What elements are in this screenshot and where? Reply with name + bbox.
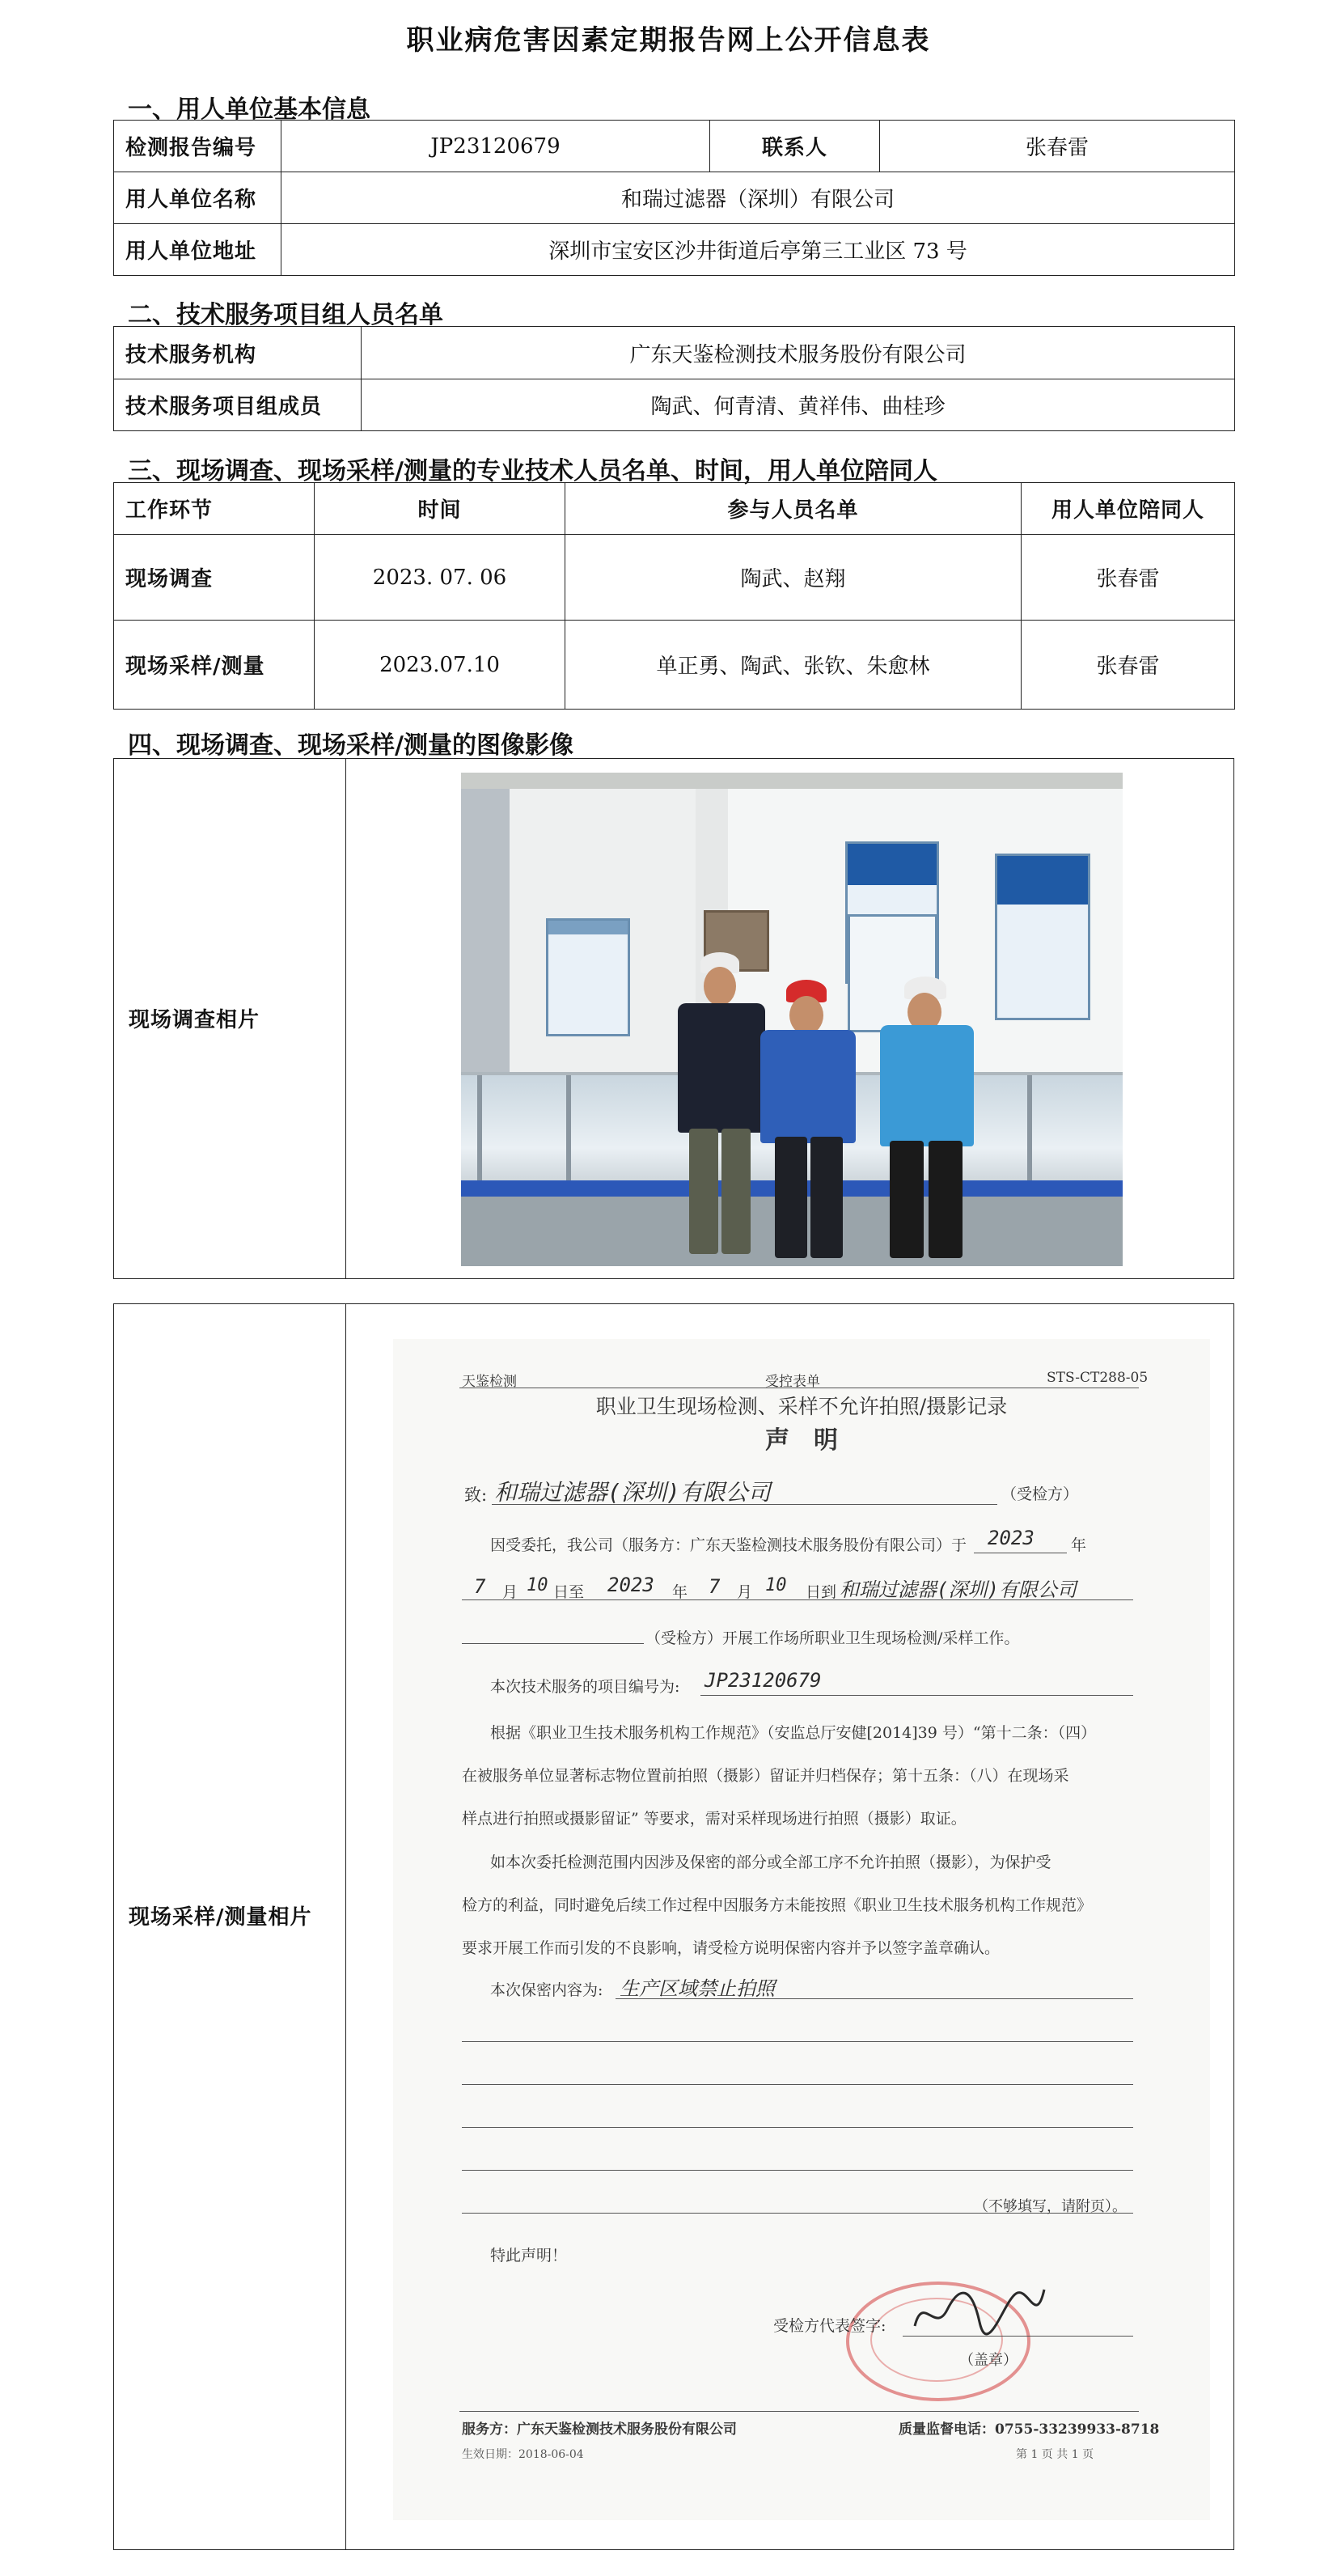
col-header-stage: 工作环节 [114, 483, 315, 535]
doc-to-handwriting: 和瑞过滤器(深圳)有限公司 [494, 1479, 771, 1506]
doc-fill-line [700, 1695, 1133, 1696]
doc-p1-year: 2023 [988, 1527, 1034, 1549]
section4-heading: 四、现场调查、现场采样/测量的图像影像 [128, 731, 573, 760]
person-leg [810, 1137, 843, 1258]
doc-sign-label: 受检方代表签字: [773, 2317, 886, 2335]
row-people: 陶武、赵翔 [565, 535, 1022, 621]
survey-table [113, 482, 1235, 710]
doc-p3-l3: 样点进行拍照或摄影留证” 等要求，需对采样现场进行拍照（摄影）取证。 [462, 1810, 967, 1828]
wall-poster [546, 918, 630, 1036]
doc-p1-c: 月 [502, 1583, 518, 1601]
person-vest [880, 1025, 974, 1146]
info-board [995, 854, 1090, 1020]
doc-title: 职业卫生现场检测、采样不允许拍照/摄影记录 [595, 1395, 1008, 1418]
company-value: 和瑞过滤器（深圳）有限公司 [281, 172, 1235, 224]
doc-footer-rule [459, 2411, 1139, 2412]
row-time: 2023. 07. 06 [315, 535, 565, 621]
doc-p1-a: 因受委托，我公司（服务方：广东天鉴检测技术服务股份有限公司）于 [490, 1536, 967, 1554]
page-title: 职业病危害因素定期报告网上公开信息表 [406, 24, 931, 57]
photo2-divider [345, 1304, 346, 2549]
doc-fill-line [462, 2084, 1133, 2085]
case-post [477, 1075, 482, 1180]
survey-photo [461, 773, 1123, 1266]
doc-p4-l1: 如本次委托检测范围内因涉及保密的部分或全部工序不允许拍照（摄影），为保护受 [490, 1854, 1051, 1871]
doc-footer-left: 服务方：广东天鉴检测技术服务股份有限公司 [462, 2421, 737, 2438]
doc-p1-year2: 2023 [607, 1574, 654, 1596]
person-head [704, 967, 736, 1006]
doc-header-left: 天鉴检测 [462, 1374, 517, 1390]
row-stage: 现场采样/测量 [114, 621, 315, 710]
photo2-label: 现场采样/测量相片 [129, 1905, 312, 1930]
person-leg [890, 1141, 924, 1258]
section3-heading: 三、现场调查、现场采样/测量的专业技术人员名单、时间，用人单位陪同人 [128, 457, 937, 485]
doc-date: 生效日期：2018-06-04 [462, 2448, 584, 2461]
photo1-divider [345, 759, 346, 1278]
org-value: 广东天鉴检测技术服务股份有限公司 [362, 327, 1235, 379]
doc-p1-d: 日至 [553, 1583, 585, 1601]
doc-footer-right: 质量监督电话：0755-33239933-8718 [899, 2421, 1160, 2438]
doc-p4-l2: 检方的利益，同时避免后续工作过程中因服务方未能按照《职业卫生技术服务机构工作规范》 [462, 1896, 1093, 1914]
statement-scan [393, 1339, 1210, 2520]
col-header-people: 参与人员名单 [565, 483, 1022, 535]
doc-p3-l2: 在被服务单位显著标志物位置前拍照（摄影）留证并归档保存；第十五条：（八）在现场采 [462, 1767, 1069, 1785]
person-leg [721, 1129, 751, 1254]
row-people: 单正勇、陶武、张钦、朱愈林 [565, 621, 1022, 710]
doc-fill-line [616, 1998, 1133, 1999]
org-label: 技术服务机构 [114, 327, 362, 379]
doc-subtitle: 声 明 [765, 1426, 838, 1455]
row-stage: 现场调查 [114, 535, 315, 621]
doc-page: 第 1 页 共 1 页 [1016, 2448, 1094, 2461]
doc-fill-line [903, 2336, 1133, 2337]
photo1-label: 现场调查相片 [129, 1008, 260, 1032]
doc-p6: （不够填写，请附页）。 [974, 2198, 1127, 2215]
doc-to-prefix: 致: [464, 1485, 488, 1505]
person-leg [775, 1137, 807, 1258]
person-leg [929, 1141, 963, 1258]
doc-p1-d2: 10 [765, 1575, 787, 1595]
person-torso [678, 1003, 765, 1133]
doc-p1-h: （受检方）开展工作场所职业卫生现场检测/采样工作。 [645, 1629, 1020, 1647]
contact-value: 张春雷 [880, 121, 1235, 172]
doc-seal-label: （盖章） [959, 2352, 1018, 2369]
doc-fill-line [462, 2170, 1133, 2171]
address-value: 深圳市宝安区沙井街道后亭第三工业区 73 号 [281, 224, 1235, 276]
case-post [566, 1075, 571, 1180]
contact-label: 联系人 [710, 121, 880, 172]
doc-to-suffix: （受检方） [1001, 1485, 1079, 1503]
doc-p1-m2: 7 [709, 1575, 721, 1598]
person-torso [760, 1030, 856, 1143]
doc-p7: 特此声明！ [490, 2247, 568, 2265]
address-label: 用人单位地址 [114, 224, 281, 276]
person-head [789, 996, 823, 1035]
doc-header-right: STS-CT288-05 [1047, 1370, 1149, 1386]
col-header-time: 时间 [315, 483, 565, 535]
section2-heading: 二、技术服务项目组人员名单 [128, 301, 443, 329]
doc-p5-a: 本次保密内容为: [490, 1981, 603, 1999]
team-table [113, 326, 1235, 431]
photo-ceiling [461, 773, 1123, 789]
doc-p1-g: 日到 [806, 1583, 837, 1601]
col-header-companion: 用人单位陪同人 [1022, 483, 1235, 535]
table-row [114, 535, 1235, 621]
doc-fill-line [462, 1643, 644, 1644]
company-label: 用人单位名称 [114, 172, 281, 224]
doc-fill-line [492, 1504, 997, 1505]
row-time: 2023.07.10 [315, 621, 565, 710]
doc-p2-handwriting: JP23120679 [704, 1669, 822, 1692]
basic-info-table [113, 120, 1235, 276]
doc-p1-d1: 10 [527, 1575, 548, 1595]
report-no-value: JP23120679 [281, 121, 710, 172]
members-value: 陶武、何青清、黄祥伟、曲桂珍 [362, 379, 1235, 431]
doc-p1-f: 月 [737, 1583, 753, 1601]
doc-p5-handwriting: 生产区域禁止拍照 [620, 1977, 775, 2000]
doc-p1-handwriting: 和瑞过滤器(深圳)有限公司 [840, 1578, 1077, 1601]
row-companion: 张春雷 [1022, 621, 1235, 710]
doc-p1-b: 年 [1071, 1536, 1087, 1554]
report-no-label: 检测报告编号 [114, 121, 281, 172]
doc-fill-line [462, 1599, 1133, 1600]
doc-p1-m1: 7 [474, 1575, 486, 1598]
case-post [1027, 1075, 1032, 1180]
doc-fill-line [462, 2041, 1133, 2042]
doc-p4-l3: 要求开展工作而引发的不良影响，请受检方说明保密内容并予以签字盖章确认。 [462, 1939, 1001, 1957]
doc-p1-e: 年 [672, 1583, 688, 1601]
table-row [114, 621, 1235, 710]
person-leg [689, 1129, 718, 1254]
doc-p2-a: 本次技术服务的项目编号为: [490, 1678, 680, 1696]
section1-heading: 一、用人单位基本信息 [128, 95, 370, 124]
doc-p3-l1: 根据《职业卫生技术服务机构工作规范》（安监总厅安健[2014]39 号）“第十二条：（四） [490, 1724, 1097, 1742]
members-label: 技术服务项目组成员 [114, 379, 362, 431]
doc-fill-line [462, 2127, 1133, 2128]
handwritten-signature [907, 2277, 1052, 2350]
doc-header-mid: 受控表单 [765, 1374, 820, 1390]
row-companion: 张春雷 [1022, 535, 1235, 621]
